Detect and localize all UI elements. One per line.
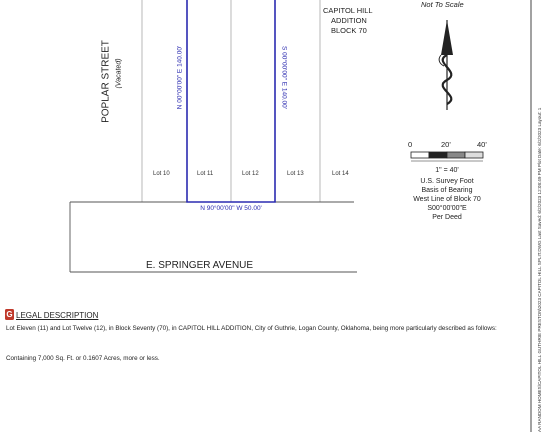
east-line-bearing: S 00°00'00" E 140.00' <box>280 45 288 110</box>
springer-avenue-label: E. SPRINGER AVENUE <box>146 260 254 271</box>
legal-badge: G <box>6 310 13 319</box>
not-to-scale-label: Not To Scale <box>421 0 464 9</box>
scale-tick-40: 40' <box>477 140 487 149</box>
south-line-bearing: N 90°00'00" W 50.00' <box>200 205 262 212</box>
lot-label-10: Lot 10 <box>153 171 170 177</box>
legal-heading: LEGAL DESCRIPTION <box>16 311 99 320</box>
scale-tick-0: 0 <box>408 140 413 149</box>
basis-line-4: Per Deed <box>432 214 462 221</box>
margin-file-path: AA RANDOM HOMES\CAPITOL HILL GUTHRIE PRESTON\2023 CAPITOL HILL SPLIT.DWG Last Saved: 6/2/2023 12:08:49 PM Plot Date: 6/2/2023 Layout: 1 <box>537 107 542 432</box>
addition-line-1: CAPITOL HILL <box>323 6 373 15</box>
basis-line-3: S00°00'00"E <box>427 205 467 212</box>
basis-line-1: Basis of Bearing <box>421 187 473 194</box>
addition-line-3: BLOCK 70 <box>331 26 367 35</box>
lot-label-12: Lot 12 <box>242 171 259 177</box>
scale-tick-20: 20' <box>441 140 451 149</box>
lot-label-13: Lot 13 <box>287 171 304 177</box>
lot-label-11: Lot 11 <box>197 171 214 177</box>
scale-bar <box>411 152 483 161</box>
lot-label-14: Lot 14 <box>332 171 349 177</box>
west-line-bearing: N 00°00'00" E 140.00' <box>176 45 184 110</box>
addition-line-2: ADDITION <box>331 16 367 25</box>
legal-paragraph-2: Containing 7,000 Sq. Ft. or 0.1607 Acres, more or less. <box>6 355 160 362</box>
legal-paragraph-1: Lot Eleven (11) and Lot Twelve (12), in Block Seventy (70), in CAPITOL HILL ADDITION, City of Guthrie, Logan County, Oklahoma, being more particularly described as follows: <box>6 325 497 332</box>
scale-unit: U.S. Survey Foot <box>420 178 474 185</box>
poplar-street-label: POPLAR STREET <box>100 40 112 123</box>
north-arrow-icon <box>439 20 453 110</box>
scale-ratio: 1" = 40' <box>435 167 459 174</box>
basis-line-2: West Line of Block 70 <box>413 196 481 203</box>
poplar-vacated-note: (Vacated) <box>115 58 123 89</box>
